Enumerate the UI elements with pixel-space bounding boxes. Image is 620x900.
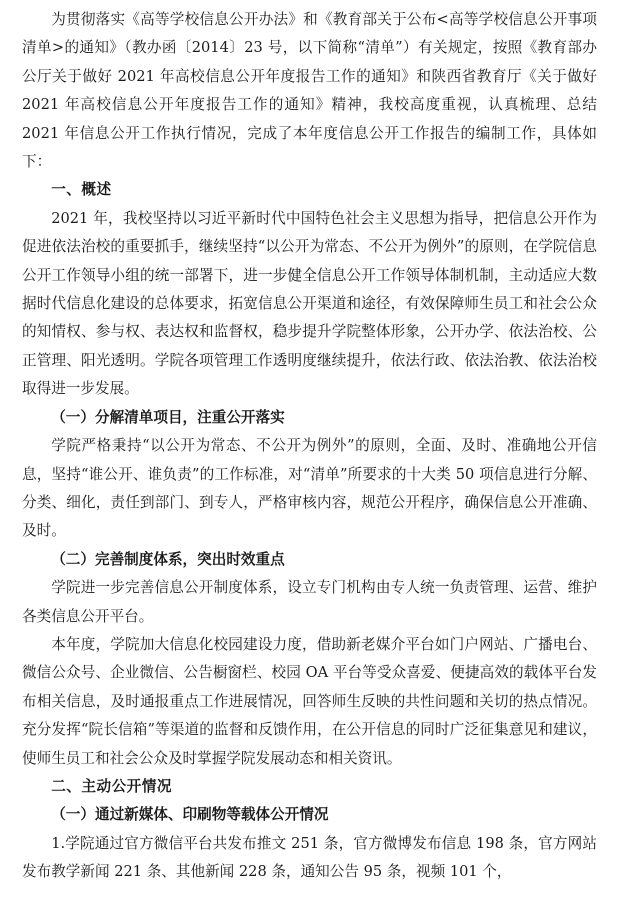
section-heading-overview: 一、概述 <box>51 181 112 199</box>
system-paragraph-1: 学院进一步完善信息公开制度体系，设立专门机构由专人统一负责管理、运营、维护各类信息公开平台。 <box>22 579 597 625</box>
checklist-paragraph: 学院严格秉持“以公开为常态、不公开为例外”的原则，全面、及时、准确地公开信息，坚持“谁公开、谁负责”的工作标准，对“清单”所要求的十大类 50 项信息进行分解、分类、细化，责任到部门、到专人，严格审核内容，规范公开程序，确保信息公开准确、及时。 <box>22 437 597 540</box>
overview-paragraph: 2021 年，我校坚持以习近平新时代中国特色社会主义思想为指导，把信息公开作为促进依法治校的重要抓手，继续坚持“以公开为常态、不公开为例外”的原则，在学院信息公开工作领导小组的统一部署下，进一步健全信息公开工作领导体制机制，主动适应大数据时代信息化建设的总体要求，拓宽信息公开渠道和途径，有效保障师生员工和社会公众的知情权、参与权、表达权和监督权，稳步提升学院整体形象，公开办学、依法治校、公正管理、阳光透明。学院各项管理工作透明度继续提升，依法行政、依法治教、依法治校取得进一步发展。 <box>22 209 597 398</box>
subsection-heading-media: （一）通过新媒体、印刷物等载体公开情况 <box>51 806 329 824</box>
system-paragraph-2: 本年度，学院加大信息化校园建设力度，借助新老媒介平台如门户网站、广播电台、微信公众号、企业微信、公告橱窗栏、校园 OA 平台等受众喜爱、便捷高效的载体平台发布相关信息，及时通报重点工作进展情况，回答师生反映的共性问题和关切的热点情况。充分发挥“院长信箱”等渠道的监督和反馈作用，在公开信息的同时广泛征集意见和建议，使师生员工和社会公众及时掌握学院发展动态和相关资讯。 <box>22 635 597 767</box>
media-paragraph: 1.学院通过官方微信平台共发布推文 251 条，官方微博发布信息 198 条，官方网站发布教学新闻 221 条、其他新闻 228 条，通知公告 95 条，视频 101 个， <box>22 834 597 881</box>
intro-paragraph: 为贯彻落实《高等学校信息公开办法》和《教育部关于公布<高等学校信息公开事项清单>的通知》（教办函〔2014〕23 号，以下简称“清单”）有关规定，按照《教育部办公厅关于做好 2021 年高校信息公开年度报告工作的通知》和陕西省教育厅《关于做好 2021 年高校信息公开年度报告工作的通知》精神，我校高度重视，认真梳理、总结 2021 年信息公开工作执行情况，完成了本年度信息公开工作报告的编制工作，具体如下： <box>22 11 597 171</box>
section-heading-active-disclosure: 二、主动公开情况 <box>51 777 172 795</box>
subsection-heading-system: （二）完善制度体系，突出时效重点 <box>51 550 285 568</box>
subsection-heading-checklist: （一）分解清单项目，注重公开落实 <box>51 408 285 426</box>
